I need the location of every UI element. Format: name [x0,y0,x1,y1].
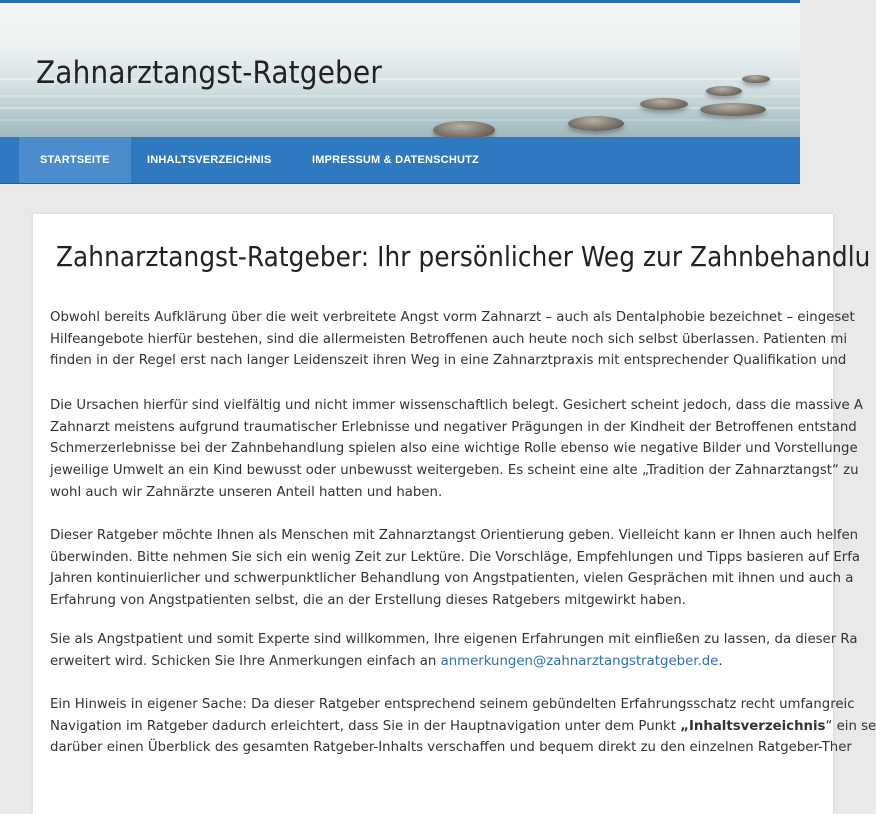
paragraph-line: überwinden. Bitte nehmen Sie sich ein wenig Zeit zur Lektüre. Die Vorschläge, Empfehlungen und Tipps basieren auf Erfa [50,549,861,565]
paragraph-line: Zahnarzt meistens aufgrund traumatischer Erlebnisse und negativer Prägungen in der Kindheit der Betroffenen entstand [50,419,857,435]
paragraph-line: erweitert wird. Schicken Sie Ihre Anmerkungen einfach an anmerkungen@zahnarztangstratgeber.de. [50,653,723,669]
site-header [0,3,800,137]
paragraph-line: Navigation im Ratgeber dadurch erleichtert, dass Sie in der Hauptnavigation unter dem Punkt „Inhaltsverzeichnis“ ein se [50,718,876,734]
nav-item-startseite[interactable]: STARTSEITE [19,137,131,183]
paragraph-line: Die Ursachen hierfür sind vielfältig und nicht immer wissenschaftlich belegt. Gesichert scheint jedoch, dass die massive A [50,398,863,413]
paragraph-line: Jahren kontinuierlicher und schwerpunktlicher Behandlung von Angstpatienten, vielen Gesprächen mit ihnen und auch a [50,571,854,587]
paragraph-line: darüber einen Überblick des gesamten Ratgeber-Inhalts verschaffen und bequem direkt zu den einzelnen Ratgeber-Ther [50,740,852,756]
main-navigation [0,137,800,184]
paragraph-line: Obwohl bereits Aufklärung über die weit verbreitete Angst vorm Zahnarzt – auch als Dentalphobie bezeichnet – eingeset [50,310,855,325]
paragraph-intro [50,307,855,372]
paragraph-guide [50,525,860,612]
paragraph-line: Hilfeangebote hierfür bestehen, sind die allermeisten Betroffenen auch heute noch sich selbst überlassen. Patienten mi [50,331,848,347]
paragraph-line: Dieser Ratgeber möchte Ihnen als Menschen mit Zahnarztangst Orientierung geben. Vielleicht kann er Ihnen auch helfen [50,528,859,543]
inhaltsverzeichnis-emphasis: „Inhaltsverzeichnis [680,718,826,734]
paragraph-line: finden in der Regel erst nach langer Leidenszeit ihren Weg in eine Zahnarztpraxis mit entsprechender Qualifikation und [50,353,847,369]
paragraph-line: Erfahrung von Angstpatienten selbst, die an der Erstellung dieses Ratgebers mitgewirkt haben. [50,593,686,609]
paragraph-notice [50,694,876,759]
page-title: Zahnarztangst-Ratgeber: Ihr persönlicher Weg zur Zahnbehandlu [56,241,871,273]
paragraph-line: wohl auch wir Zahnärzte unseren Anteil hatten und haben. [50,484,443,500]
paragraph-line: Sie als Angstpatient und somit Experte sind willkommen, Ihre eigenen Erfahrungen mit einfließen zu lassen, da dieser Ra [50,632,858,647]
nav-item-impressum-datenschutz[interactable]: IMPRESSUM & DATENSCHUTZ [312,154,479,166]
email-link[interactable]: anmerkungen@zahnarztangstratgeber.de [440,653,719,669]
paragraph-line: Schmerzerlebnisse bei der Zahnbehandlung spielen also eine wichtige Rolle ebenso wie negative Bilder und Vorstellunge [50,441,858,457]
nav-item-inhaltsverzeichnis[interactable]: INHALTSVERZEICHNIS [147,154,272,166]
paragraph-feedback [50,629,858,672]
content-area [33,214,876,814]
site-title[interactable]: Zahnarztangst-Ratgeber [36,55,382,91]
paragraph-line: Ein Hinweis in eigener Sache: Da dieser Ratgeber entsprechend seinem gebündelten Erfahrungsschatz recht umfangreic [50,697,855,712]
paragraph-line: jeweilige Umwelt an ein Kind bewusst oder unbewusst weitergeben. Es scheint eine alte „Tradition der Zahnarztangst“ zu [50,463,859,479]
paragraph-causes [50,395,863,504]
